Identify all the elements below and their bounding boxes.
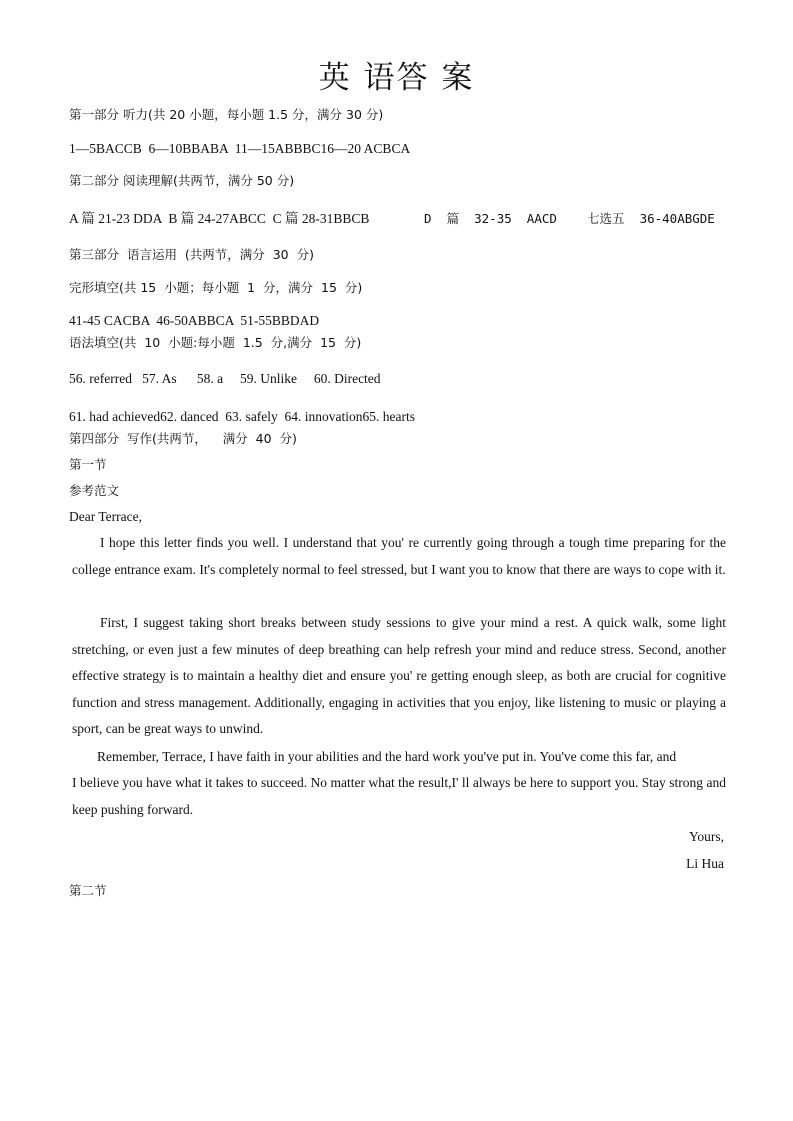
part4-heading: 第四部分 写作(共两节， 满分 40 分) [69, 431, 297, 446]
part2-heading: 第二部分 阅读理解(共两节，满分 50 分) [69, 173, 295, 188]
letter-paragraph-2: First, I suggest taking short breaks between study sessions to give your mind a rest. A quick walk, some light stretching, or even just a few minutes of deep breathing can help refresh your mind and reduce stress. Second, another effective strategy is to maintain a healthy diet and ensure you' re getting enough sleep, as both are crucial for cognitive function and stress management. Additionally, engaging in activities that you enjoy, like listening to music or playing a sport, can be great ways to unwind. [72, 615, 726, 736]
part1-answers: 1—5BACCB 6—10BBABA 11—15ABBBC16—20 ACBCA [69, 141, 411, 156]
letter-paragraph-1: I hope this letter finds you well. I understand that you' re currently going through a tough time preparing for the college entrance exam. It's completely normal to feel stressed, but I want you to know that there are ways to cope with it. [72, 535, 726, 577]
part3-heading: 第三部分 语言运用 (共两节，满分 30 分) [69, 247, 314, 262]
section1-label: 第一节 [69, 457, 107, 472]
letter-paragraph-3-rest: I believe you have what it takes to succeed. No matter what the result,I' ll always be here to support you. Stay strong and keep pushing forward. [72, 775, 726, 817]
letter-greeting: Dear Terrace, [69, 509, 142, 524]
sample-essay-label: 参考范文 [69, 483, 120, 498]
grammar-answers-56-60: 56. referred 57. As 58. a 59. Unlike 60. Directed [69, 371, 381, 386]
letter-signature: Li Hua [686, 856, 724, 871]
part2-answers-abc: A 篇 21-23 DDA B 篇 24-27ABCC C 篇 28-31BBCB [69, 211, 370, 226]
section2-label: 第二节 [69, 883, 107, 898]
letter-closing: Yours, [688, 829, 724, 844]
grammar-answers-61-65: 61. had achieved62. danced 63. safely 64. innovation65. hearts [69, 409, 416, 424]
page-title: 英 语答 案 [318, 60, 475, 96]
cloze-answers: 41-45 CACBA 46-50ABBCA 51-55BBDAD [69, 313, 320, 328]
part1-heading: 第一部分 听力(共 20 小题，每小题 1.5 分，满分 30 分) [69, 107, 384, 122]
cloze-heading: 完形填空(共 15 小题；每小题 1 分，满分 15 分) [69, 280, 363, 295]
grammar-heading: 语法填空(共 10 小题:每小题 1.5 分,满分 15 分) [69, 335, 362, 350]
letter-paragraph-3-first-line: Remember, Terrace, I have faith in your abilities and the hard work you've put in. You've come this far, and [97, 749, 677, 764]
part2-answers-d-seven: D 篇 32-35 AACD 七选五 36-40ABGDE [424, 211, 715, 226]
